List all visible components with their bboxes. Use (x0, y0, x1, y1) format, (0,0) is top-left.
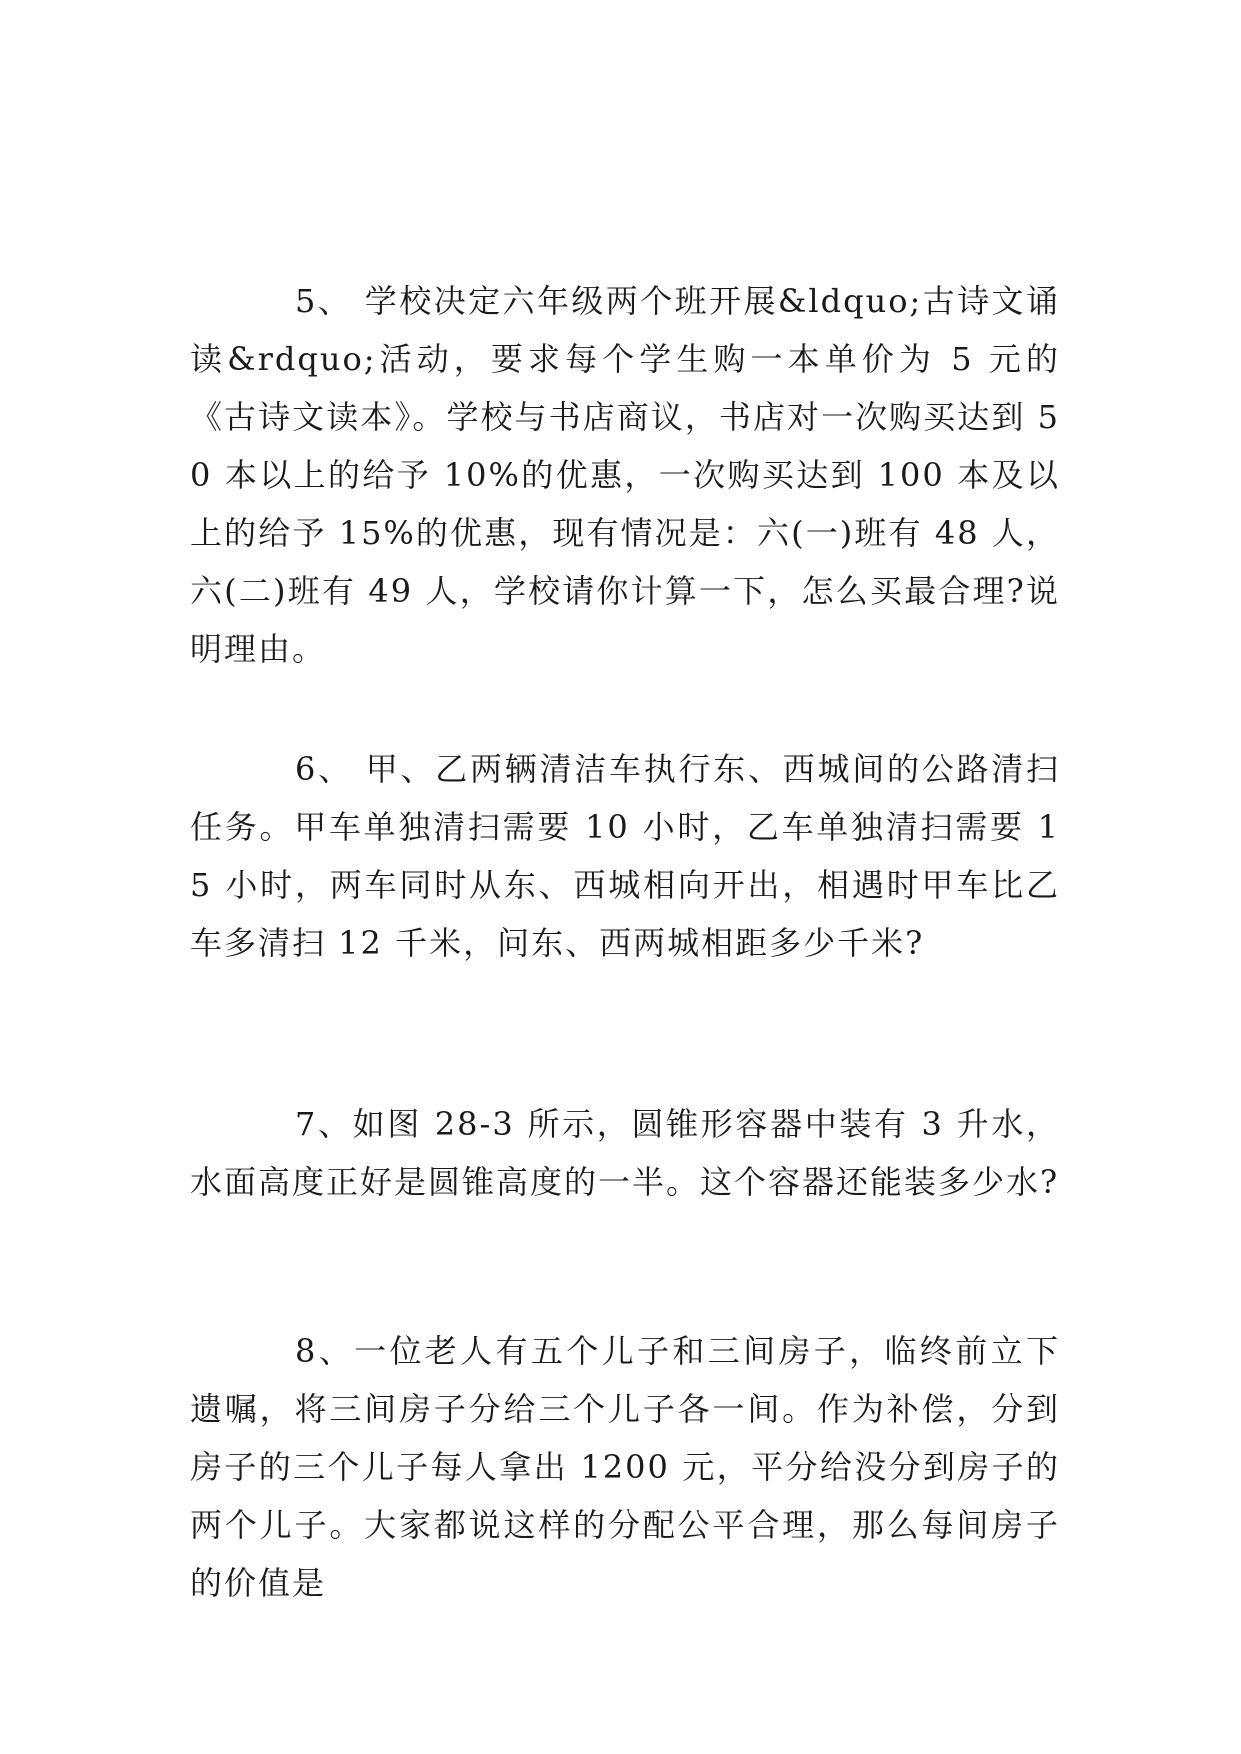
problem-7-text: 7、如图 28-3 所示，圆锥形容器中装有 3 升水，水面高度正好是圆锥高度的一半。这个容器还能装多少水? (190, 1105, 1060, 1201)
problem-5-text: 5、 学校决定六年级两个班开展&ldquo;古诗文诵读&rdquo;活动，要求每个学生购一本单价为 5 元的《古诗文读本》。学校与书店商议，书店对一次购买达到 50 本以上的给予 10%的优惠，一次购买达到 100 本及以上的给予 15%的优惠，现有情况是：六(一)班有 48 人，六(二)班有 49 人，学校请你计算一下，怎么买最合理?说明理由。 (190, 282, 1060, 668)
problem-8-text: 8、一位老人有五个儿子和三间房子，临终前立下遗嘱，将三间房子分给三个儿子各一间。作为补偿，分到房子的三个儿子每人拿出 1200 元，平分给没分到房子的两个儿子。大家都说这样的分配公平合理，那么每间房子的价值是 (190, 1332, 1060, 1602)
problem-6-text: 6、 甲、乙两辆清洁车执行东、西城间的公路清扫任务。甲车单独清扫需要 10 小时，乙车单独清扫需要 15 小时，两车同时从东、西城相向开出，相遇时甲车比乙车多清扫 12 千米，问东、西两城相距多少千米? (190, 750, 1060, 962)
